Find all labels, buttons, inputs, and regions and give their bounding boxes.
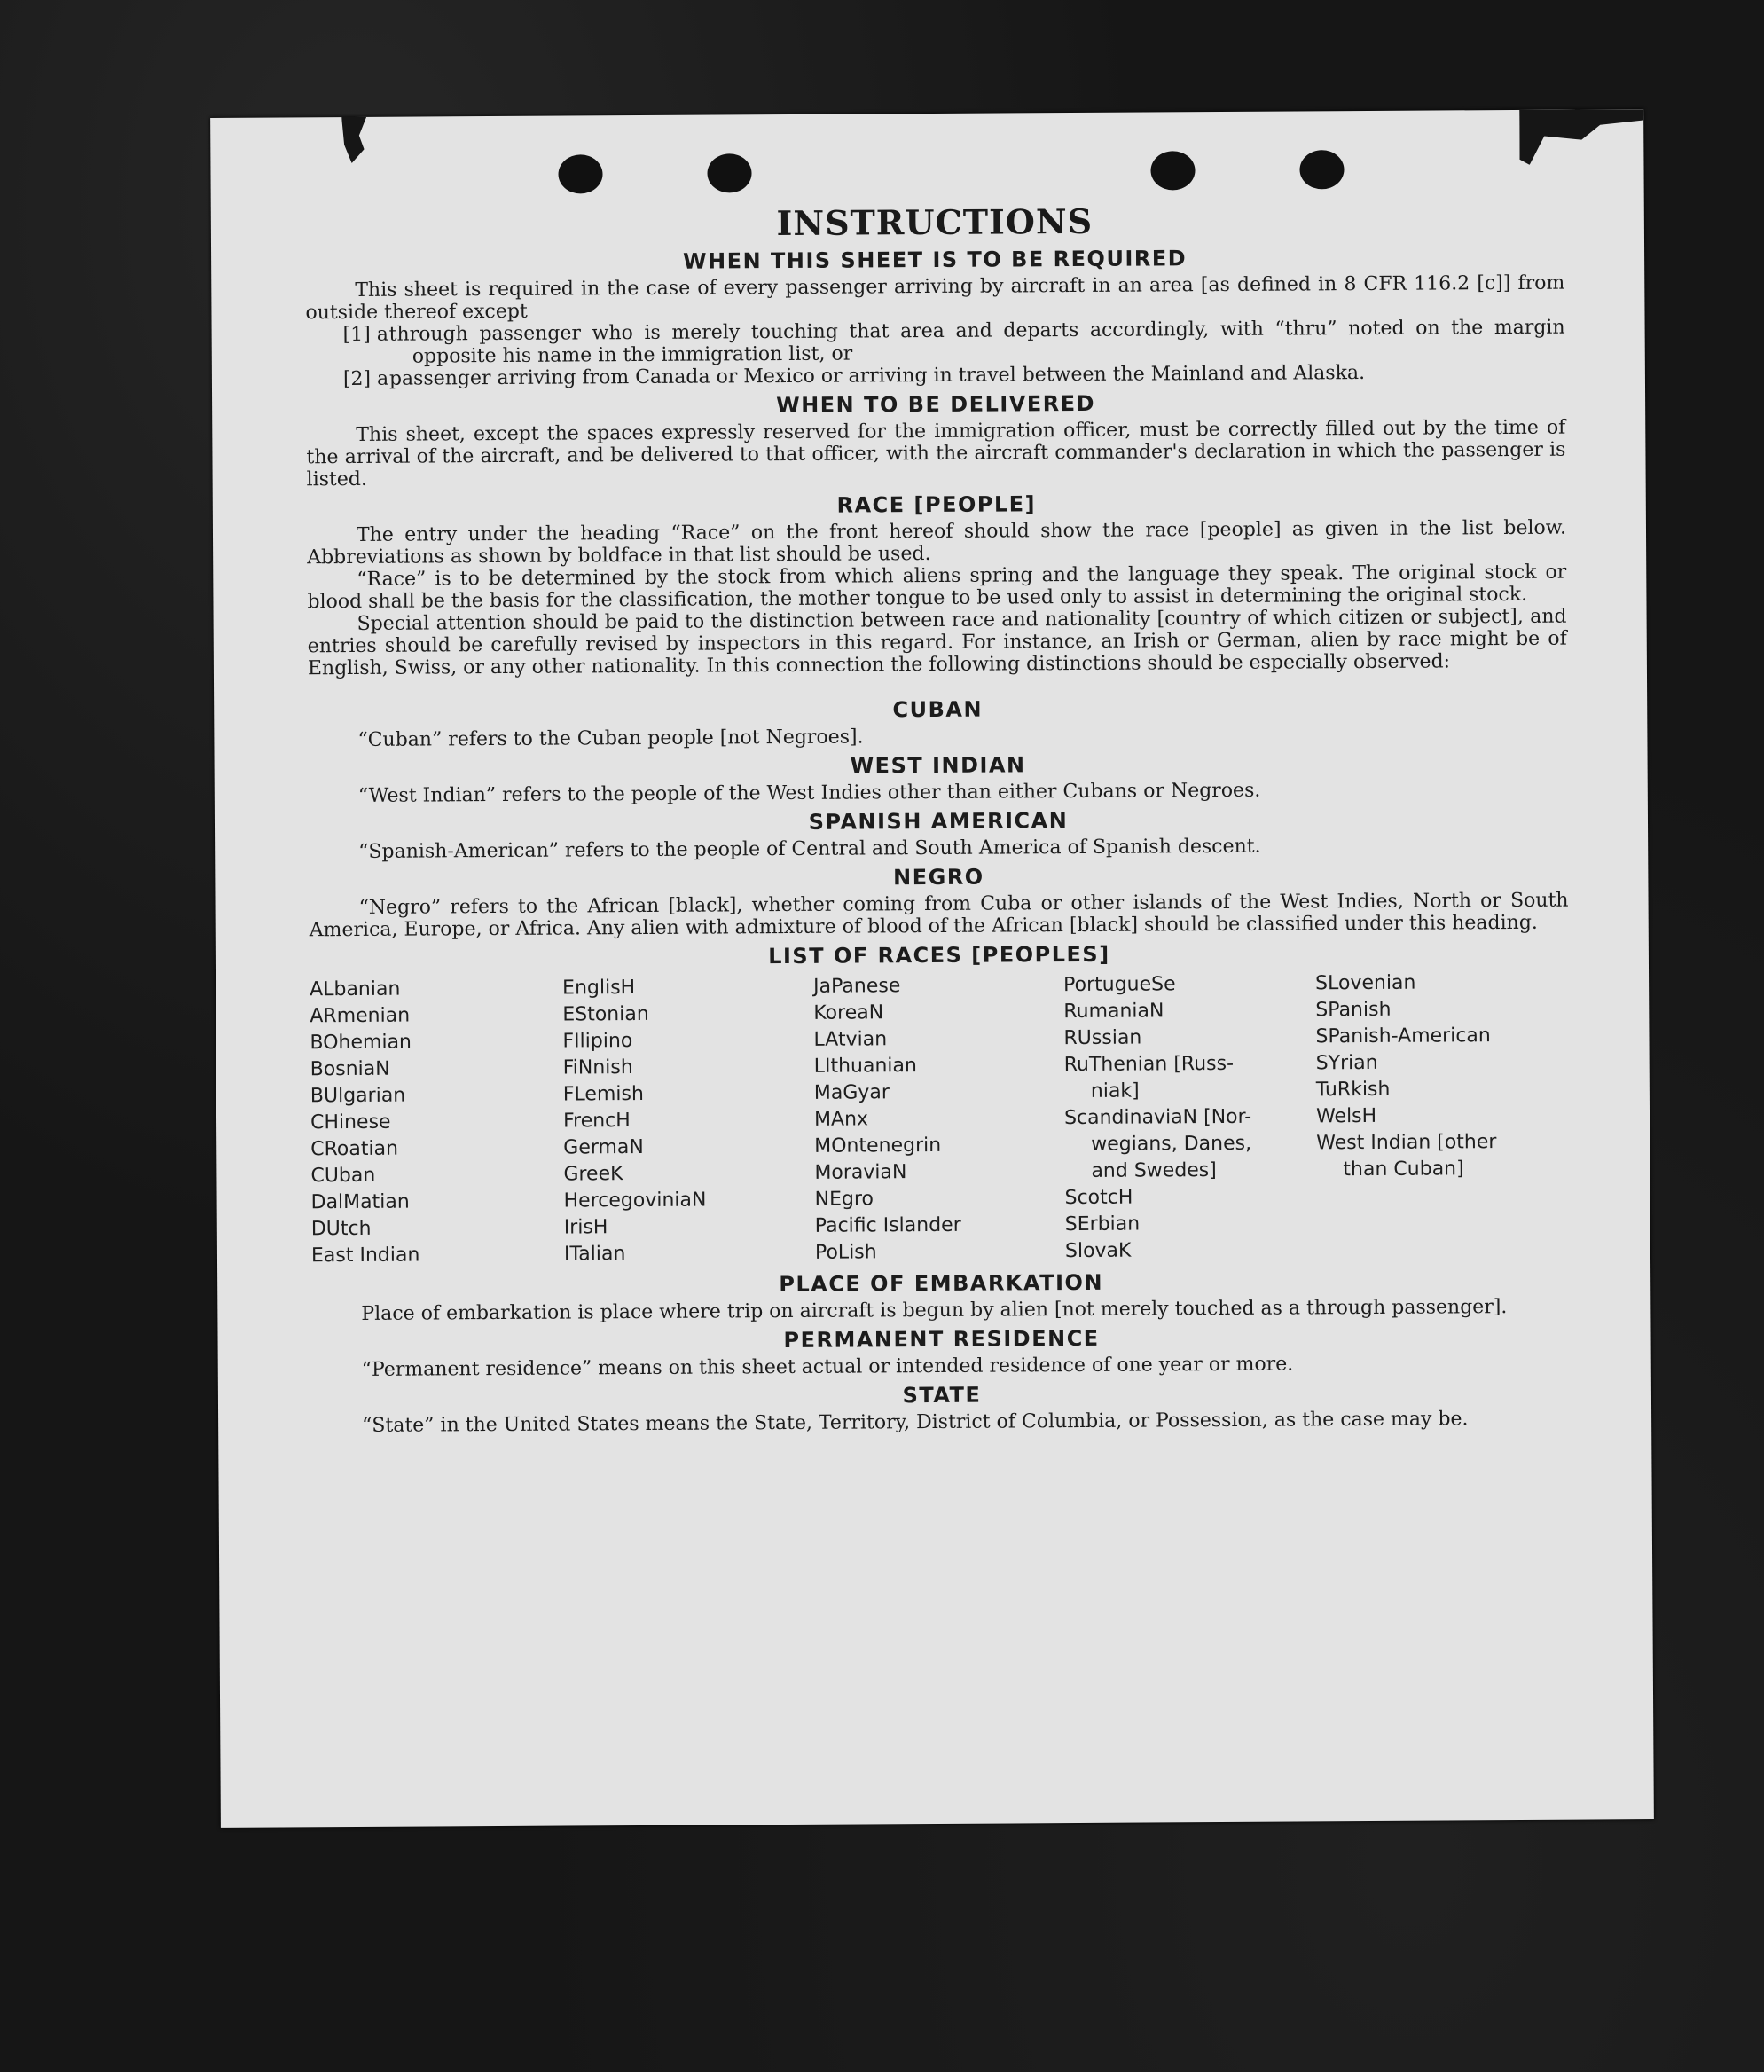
heading-permanent-residence: PERMANENT RESIDENCE [783, 1325, 1100, 1354]
permanent-residence-text: “Permanent residence” means on this sheet actual or intended residence of one year or more. [361, 1353, 1294, 1381]
heading-spanish-american: SPANISH AMERICAN [808, 808, 1069, 835]
race-paragraph-3: Special attention should be paid to the distinction between race and nationality [country of which citizen or subject], and entries should be carefully revised by inspectors in this regard. For instance, an Irish or German, alien by race might be of English, Swiss, or any other nationality. In this connection the following distinctions should be especially observed: [307, 605, 1567, 680]
race-entry: East Indian [310, 1244, 420, 1268]
spanish-american-text: “Spanish-American” refers to the people of Central and South America of Spanish descent. [358, 835, 1261, 863]
race-entry: MOntenegrin [814, 1134, 942, 1158]
race-entry: GermaN [563, 1135, 644, 1159]
race-entry: EStonian [562, 1002, 649, 1026]
race-entry: MoraviaN [814, 1161, 907, 1184]
race-entry: TuRkish [1315, 1078, 1391, 1102]
race-entry: SErbian [1064, 1213, 1141, 1236]
cuban-text: “Cuban” refers to the Cuban people [not Negroes]. [357, 726, 864, 751]
race-entry: MAnx [813, 1108, 869, 1131]
race-entry: RumaniaN [1063, 1000, 1164, 1024]
race-entry: SlovaK [1064, 1239, 1132, 1263]
exception-text: through passenger who is merely touching that area and departs accordingly, with “thru” noted on the margin opposite his name in the immigration list, or [388, 316, 1565, 368]
race-entry: IrisH [563, 1216, 608, 1239]
torn-corner-left [341, 117, 366, 163]
race-entry-continued: than Cuban] [1343, 1158, 1464, 1181]
race-column [562, 974, 815, 1268]
race-entry: HercegoviniaN [563, 1189, 707, 1213]
race-entry: ALbanian [310, 977, 401, 1001]
race-entry: BUlgarian [310, 1084, 406, 1108]
torn-corner-right [1519, 109, 1643, 165]
race-entry: CUban [310, 1164, 376, 1188]
race-column [1063, 970, 1317, 1265]
race-entry: ARmenian [310, 1004, 411, 1028]
race-entry: PoLish [814, 1241, 877, 1264]
punch-hole [1299, 150, 1344, 189]
race-entry: GreeK [563, 1163, 623, 1186]
when-required-intro: This sheet is required in the case of every passenger arriving by aircraft in an area [as defined in 8 CFR 116.2 [c]] from outside thereof except [305, 271, 1565, 325]
exception-item [342, 316, 1565, 368]
embarkation-text: Place of embarkation is place where trip on aircraft is begun by alien [not merely touched as a through passenger]. [361, 1296, 1508, 1325]
heading-state: STATE [902, 1382, 982, 1409]
instruction-sheet [210, 109, 1654, 1828]
race-entry: NEgro [814, 1188, 874, 1211]
race-entry: Pacific Islander [814, 1213, 961, 1237]
heading-embarkation: PLACE OF EMBARKATION [779, 1269, 1104, 1298]
race-entry: FLemish [562, 1082, 644, 1106]
race-column [813, 972, 1065, 1267]
race-entry: BosniaN [310, 1057, 390, 1081]
race-entry: PortugueSe [1063, 973, 1176, 997]
punch-hole [558, 154, 602, 193]
race-entry: FIlipino [562, 1030, 633, 1053]
race-entry-continued: niak] [1090, 1079, 1140, 1103]
race-entry: FiNnish [562, 1056, 633, 1079]
race-entry: SLovenian [1315, 971, 1416, 995]
heading-list-of-races: LIST OF RACES [PEOPLES] [768, 941, 1110, 969]
race-entry: EnglisH [562, 977, 636, 1000]
heading-when-delivered: WHEN TO BE DELIVERED [776, 390, 1096, 419]
west-indian-text: “West Indian” refers to the people of the West Indies other than either Cubans or Negroes. [357, 779, 1261, 807]
heading-negro: NEGRO [893, 864, 984, 891]
race-entry: SYrian [1315, 1051, 1378, 1075]
heading-when-required: WHEN THIS SHEET IS TO BE REQUIRED [683, 246, 1188, 274]
exception-text: passenger arriving from Canada or Mexico or arriving in travel between the Mainland and Alaska. [388, 362, 1366, 390]
race-entry: JaPanese [813, 975, 901, 998]
race-list [310, 969, 1571, 1270]
negro-text: “Negro” refers to the African [black], whether coming from Cuba or other islands of the West Indies, North or South America, Europe, or Africa. Any alien with admixture of blood of the African [black] should be classified under this heading. [309, 889, 1569, 942]
race-paragraph-2: “Race” is to be determined by the stock from which aliens spring and the language they speak. The original stock or blood shall be the basis for the classification, the mother tongue to be used only to assist in determining the original stock. [307, 561, 1567, 614]
race-entry: SPanish-American [1315, 1024, 1491, 1048]
race-entry: ScandinaviaN [Nor- [1063, 1105, 1252, 1130]
race-entry: CHinese [310, 1111, 391, 1134]
punch-hole [1150, 151, 1195, 190]
race-entry: RuThenian [Russ- [1063, 1052, 1235, 1077]
page-title: INSTRUCTIONS [776, 200, 1094, 244]
race-entry: KoreaN [813, 1001, 884, 1024]
race-entry-continued: wegians, Danes, [1091, 1132, 1252, 1156]
race-entry: MaGyar [813, 1081, 890, 1104]
race-paragraph-1: The entry under the heading “Race” on the front hereof should show the race [people] as given in the list below. Abbreviations as shown by boldface in that list should be used. [307, 516, 1567, 569]
race-entry-continued: and Swedes] [1091, 1159, 1217, 1182]
exception-number: [2] a [342, 367, 389, 391]
race-entry: FrencH [562, 1110, 631, 1133]
heading-west-indian: WEST INDIAN [850, 752, 1026, 779]
heading-cuban: CUBAN [892, 696, 984, 723]
race-entry: ScotcH [1064, 1186, 1133, 1210]
race-entry: LIthuanian [813, 1055, 917, 1078]
race-column [310, 976, 564, 1270]
race-entry: West Indian [other [1316, 1131, 1497, 1155]
race-column [1315, 969, 1567, 1264]
race-entry: WelsH [1315, 1104, 1377, 1128]
when-delivered-text: This sheet, except the spaces expressly reserved for the immigration officer, must be correctly filled out by the time of the arrival of the aircraft, and be delivered to that officer, with the aircraft commander's declaration in which the passenger is listed. [306, 416, 1566, 491]
race-entry: RUssian [1063, 1026, 1142, 1050]
exception-number: [1] a [342, 323, 388, 347]
heading-race: RACE [PEOPLE] [836, 491, 1037, 518]
race-entry: CRoatian [310, 1137, 399, 1161]
race-entry: DUtch [310, 1217, 372, 1241]
race-entry: BOhemian [310, 1031, 412, 1055]
race-entry: ITalian [563, 1243, 626, 1266]
sheet-content [305, 199, 1572, 1438]
race-entry: DalMatian [310, 1190, 410, 1214]
race-entry: LAtvian [813, 1028, 888, 1051]
punch-hole [707, 153, 751, 192]
race-entry: SPanish [1315, 998, 1392, 1022]
state-text: “State” in the United States means the State, Territory, District of Columbia, or Possession, as the case may be. [362, 1408, 1469, 1437]
